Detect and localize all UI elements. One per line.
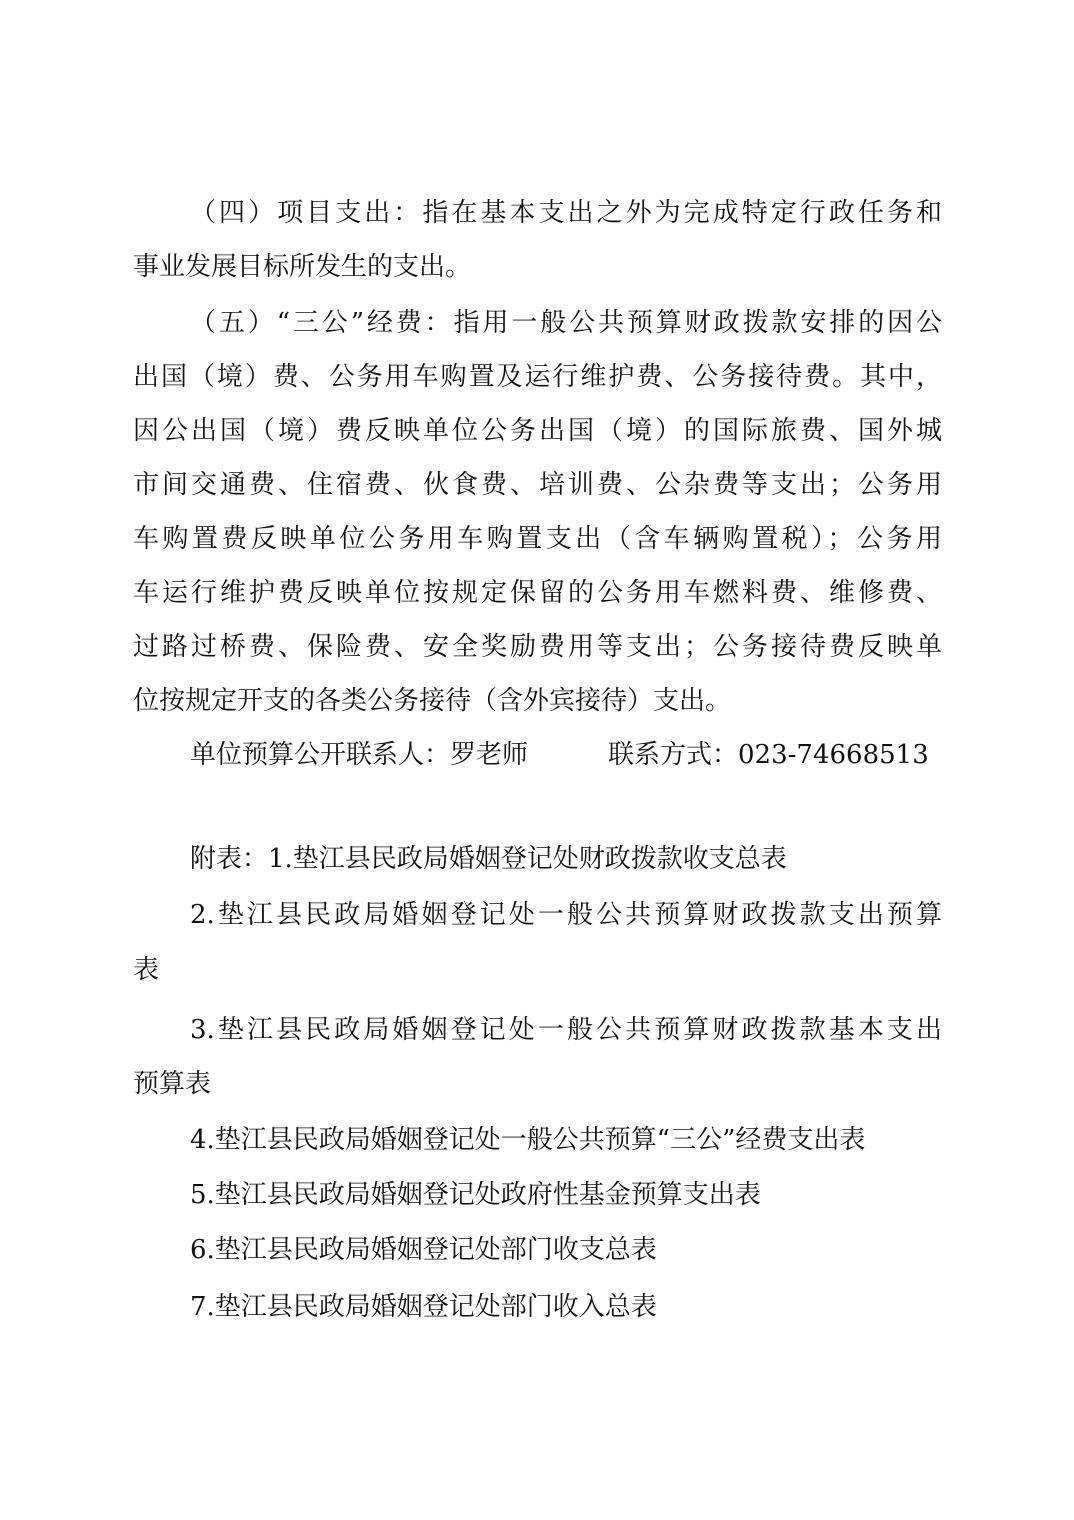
attachment-item: 4.垫江县民政局婚姻登记处一般公共预算“三公”经费支出表	[190, 1125, 866, 1155]
contact-phone: 联系方式：023-74668513	[608, 740, 929, 770]
attachment-item: 预算表	[133, 1069, 212, 1099]
contact-person: 单位预算公开联系人：罗老师	[190, 740, 529, 770]
attachment-item: 7.垫江县民政局婚姻登记处部门收入总表	[190, 1292, 657, 1322]
paragraph-line: （四）项目支出：指在基本支出之外为完成特定行政任务和	[190, 198, 942, 228]
attachment-item: 表	[133, 955, 160, 985]
attachment-item: 5.垫江县民政局婚姻登记处政府性基金预算支出表	[190, 1180, 761, 1210]
paragraph-line: 位按规定开支的各类公务接待（含外宾接待）支出。	[133, 686, 732, 716]
attachment-item: 6.垫江县民政局婚姻登记处部门收支总表	[190, 1235, 657, 1265]
paragraph-line: 因公出国（境）费反映单位公务出国（境）的国际旅费、国外城	[133, 416, 942, 446]
paragraph-line: 市间交通费、住宿费、伙食费、培训费、公杂费等支出；公务用	[133, 470, 942, 500]
attachment-item: 2.垫江县民政局婚姻登记处一般公共预算财政拨款支出预算	[190, 900, 942, 930]
paragraph-line: 车运行维护费反映单位按规定保留的公务用车燃料费、维修费、	[133, 578, 942, 608]
attachment-item: 3.垫江县民政局婚姻登记处一般公共预算财政拨款基本支出	[190, 1015, 942, 1045]
paragraph-line: 过路过桥费、保险费、安全奖励费用等支出；公务接待费反映单	[133, 632, 942, 662]
attachment-item: 附表：1.垫江县民政局婚姻登记处财政拨款收支总表	[190, 844, 787, 874]
paragraph-line: 事业发展目标所发生的支出。	[133, 252, 472, 282]
paragraph-line: （五）“三公”经费：指用一般公共预算财政拨款安排的因公	[190, 308, 942, 338]
paragraph-line: 出国（境）费、公务用车购置及运行维护费、公务接待费。其中，	[133, 362, 942, 392]
paragraph-line: 车购置费反映单位公务用车购置支出（含车辆购置税）；公务用	[133, 524, 942, 554]
